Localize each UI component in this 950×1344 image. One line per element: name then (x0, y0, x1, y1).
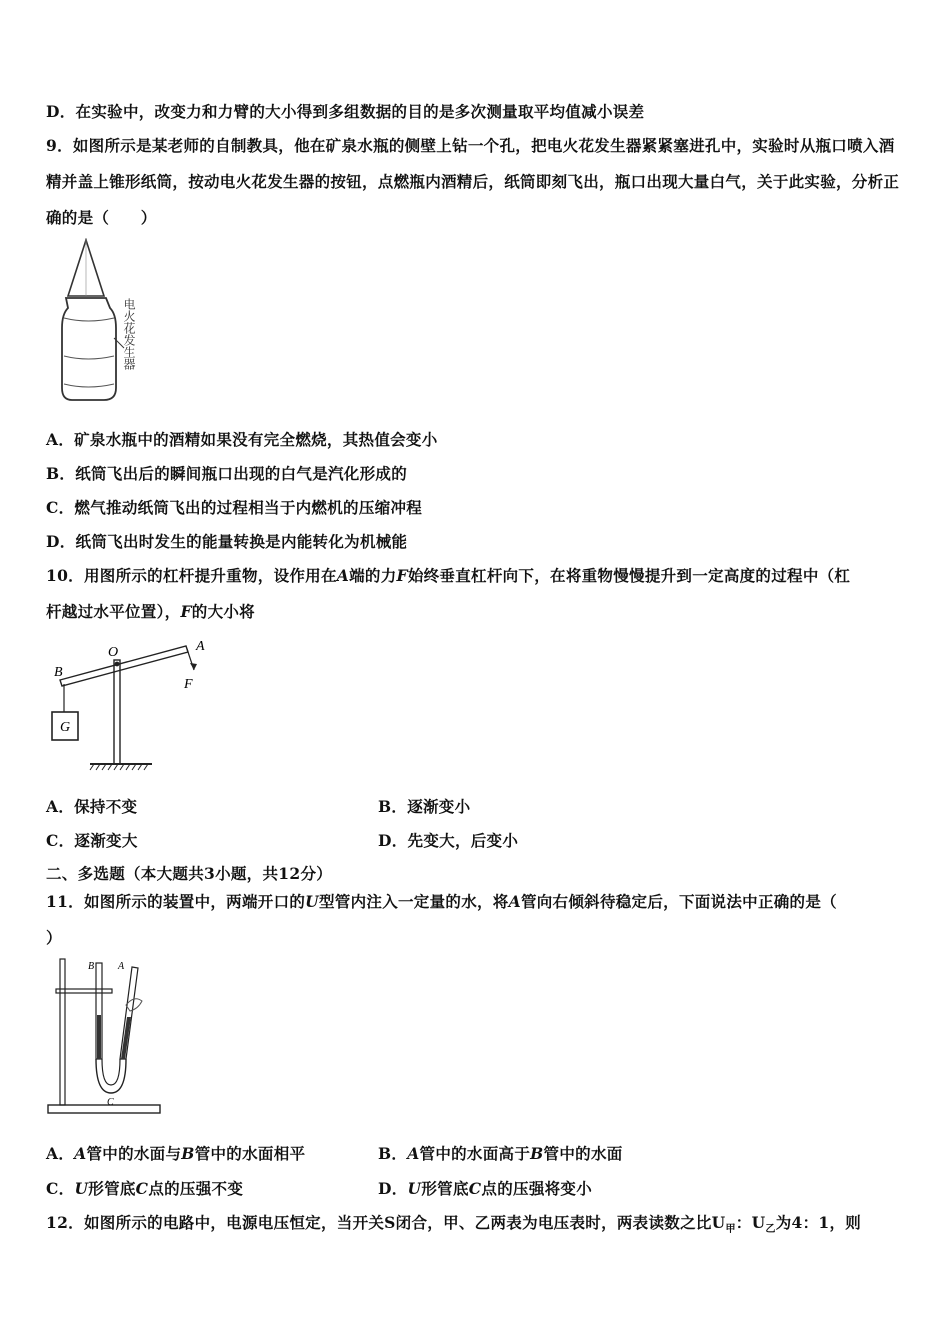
q10-stem-line1: 10．用图所示的杠杆提升重物，设作用在A端的力F始终垂直杠杆向下，在将重物慢慢提升到一定高度的过程中（杠 (46, 566, 851, 585)
label-o: O (108, 645, 119, 660)
prev-option-d: D．在实验中，改变力和力臂的大小得到多组数据的目的是多次测量取平均值减小误差 (46, 102, 645, 121)
q11-option-a: A．A管中的水面与B管中的水面相平 (46, 1144, 306, 1163)
q11-option-b: B．A管中的水面高于B管中的水面 (378, 1144, 623, 1163)
q9-stem: 9．如图所示是某老师的自制教具，他在矿泉水瓶的侧壁上钻一个孔，把电火花发生器紧紧塞进孔中，实验时从瓶口喷入酒精并盖上锥形纸筒，按动电火花发生器的按钮，点燃瓶内酒精后，纸筒即刻飞出，瓶口出现大量白气，关于此实验，分析正确的是（ ） (46, 136, 900, 227)
label-g: G (60, 720, 71, 735)
label-a: A (196, 639, 205, 654)
label-b: B (88, 961, 95, 972)
q9-option-c: C．燃气推动纸筒飞出的过程相当于内燃机的压缩冲程 (46, 498, 423, 517)
q10-option-a: A．保持不变 (46, 797, 138, 816)
q10-option-c: C．逐渐变大 (46, 831, 138, 850)
q10-option-d: D．先变大，后变小 (378, 831, 519, 850)
section-2-heading: 二、多选题（本大题共3小题，共12分） (46, 864, 333, 883)
q10-option-b: B．逐渐变小 (378, 797, 471, 816)
label-a: A (118, 961, 125, 972)
q9-option-b: B．纸筒飞出后的瞬间瓶口出现的白气是汽化形成的 (46, 464, 408, 483)
label-c: C (107, 1097, 114, 1108)
q11-option-c: C．U形管底C点的压强不变 (46, 1179, 244, 1198)
bottle-body (62, 298, 116, 400)
q9-figure-bottle (58, 238, 178, 403)
q11-stem-line2: ） (46, 928, 62, 947)
label-b: B (54, 665, 63, 680)
q10-stem-line2: 杆越过水平位置），F的大小将 (46, 602, 255, 621)
q11-figure-u-tube (44, 955, 164, 1120)
q10-figure-lever (48, 634, 218, 774)
lever-bar (60, 646, 188, 686)
label-f: F (184, 677, 193, 692)
q11-stem-line1: 11．如图所示的装置中，两端开口的U型管内注入一定量的水，将A管向右倾斜待稳定后，下面说法中正确的是（ (46, 892, 837, 911)
q9-option-a: A．矿泉水瓶中的酒精如果没有完全燃烧，其热值会变小 (46, 430, 438, 449)
q11-option-d: D．U形管底C点的压强将变小 (378, 1179, 593, 1198)
q9-option-d: D．纸筒飞出时发生的能量转换是内能转化为机械能 (46, 532, 408, 551)
q12-stem: 12．如图所示的电路中，电源电压恒定，当开关S闭合，甲、乙两表为电压表时，两表读数之比$U_甲$：$U_乙$为4：1，则 (46, 1213, 862, 1236)
spark-generator-label: 电火花发生器 (122, 298, 136, 370)
